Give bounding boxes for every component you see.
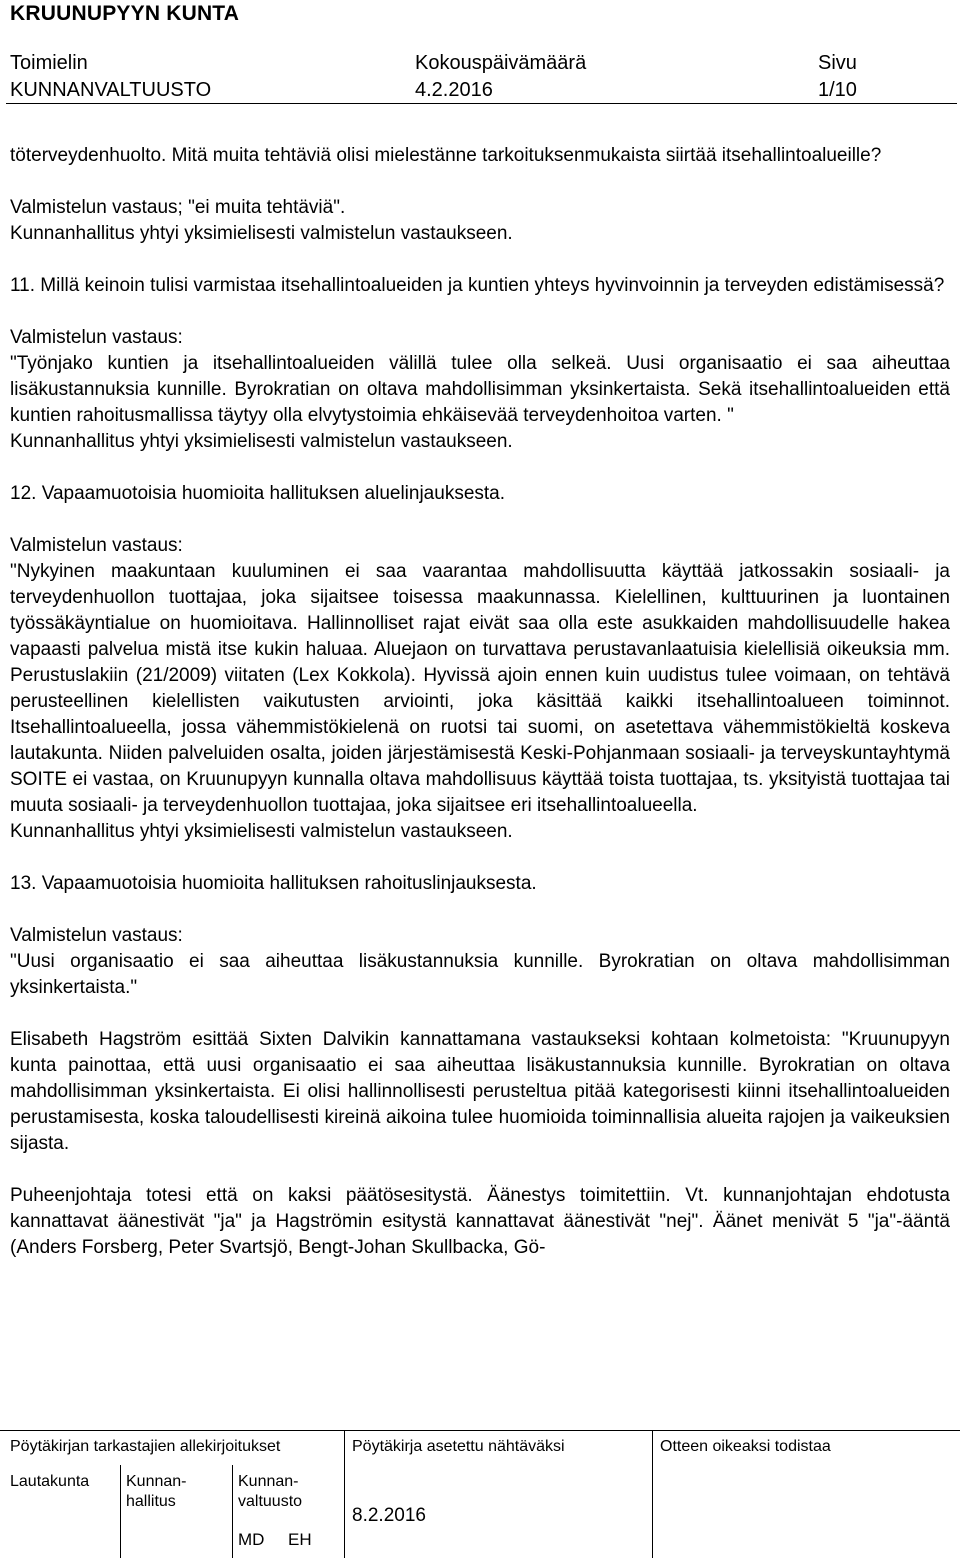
preparation-answer: Valmistelun vastaus; "ei muita tehtäviä". <box>10 197 346 218</box>
paragraph-previous-answer: töterveydenhuolto. Mitä muita tehtäviä olisi mielestänne tarkoituksenmukaista siirtää itsehallintoalueille? <box>10 145 882 166</box>
posted-date: 8.2.2016 <box>352 1505 426 1526</box>
page-number-block <box>818 50 857 104</box>
footer-column-divider <box>344 1430 345 1558</box>
kunnanvaltuusto-label: Kunnan- valtuusto <box>238 1473 303 1510</box>
signer-initials-1: MD <box>238 1530 265 1549</box>
meeting-date-value: 4.2.2016 <box>415 79 493 101</box>
board-decision: Kunnanhallitus yhtyi yksimielisesti valmistelun vastaukseen. <box>10 223 513 244</box>
page-label: Sivu <box>818 52 857 74</box>
organ-block <box>10 50 211 104</box>
organization-name: KRUUNUPYYN KUNTA <box>10 2 240 25</box>
signature-column-divider <box>232 1465 233 1558</box>
board-decision: Kunnanhallitus yhtyi yksimielisesti valmistelun vastaukseen. <box>10 431 513 452</box>
page-number: 1/10 <box>818 79 857 101</box>
preparation-answer-label: Valmistelun vastaus: <box>10 327 183 348</box>
question-12: 12. Vapaamuotoisia huomioita hallituksen aluelinjauksesta. <box>10 483 506 504</box>
preparation-answer-text: "Työnjako kuntien ja itsehallintoalueiden välillä tulee olla selkeä. Uusi organisaatio ei saa aiheuttaa lisäkustannuksia kunnille. Byrokratian on oltava mahdollisimman yksinkertaista. Sekä itsehallintoalueiden että kuntien rahoitusmallissa täytyy olla elvytystoimia ehkäisevää terveydenhoitoa varten. " <box>10 353 950 426</box>
signatures-label: Pöytäkirjan tarkastajien allekirjoitukset <box>10 1438 281 1455</box>
footer-column-divider <box>652 1430 653 1558</box>
kunnanhallitus-label: Kunnan- hallitus <box>126 1473 187 1510</box>
preparation-answer-text: "Nykyinen maakuntaan kuuluminen ei saa vaarantaa mahdollisuutta käyttää jatkossakin sosiaali- ja terveydenhuollon tuottajaa, joka sijaitsee toisessa maakunnassa. Kielellinen, kulttuurinen ja luontainen työssäkäyntialue on huomioitava. Hallinnolliset rajat eivät saa olla este asukkaiden mahdollisuudelle hakea vapaasti palvelua mistä itse kukin haluaa. Aluejaon on turvattava perustavanlaatuisia kielellisiä oikeuksia mm. Perustuslakiin (21/2009) viitaten (Lex Kokkola). Hyvissä ajoin ennen kuin uudistus tulee voimaan, on tehtävä perusteellinen kielellisten vaikutusten arviointi, joka käsittää kaikki itsehallintoalueen toiminnot. Itsehallintoalueella, jossa vähemmistökielenä on ruotsi tai suomi, on asetettava vähemmistökieltä koskeva lautakunta. Niiden palveluiden osalta, joiden järjestämisestä Keski-Pohjanmaan sosiaali- ja terveyskuntayhtymä SOITE ei vastaa, on Kruunupyyn kunnalla oltava mahdollisuus käyttää toista tuottajaa, ts. yksityistä tuottajaa tai muuta sosiaali- ja terveydenhuollon tuottajaa, joka sijaitsee eri itsehallintoalueella. <box>10 561 950 816</box>
preparation-answer-label: Valmistelun vastaus: <box>10 535 183 556</box>
preparation-answer-text: "Uusi organisaatio ei saa aiheuttaa lisäkustannuksia kunnille. Byrokratian on oltava mahdollisimman yksinkertaista." <box>10 951 950 998</box>
meeting-date-block <box>415 50 586 104</box>
board-decision: Kunnanhallitus yhtyi yksimielisesti valmistelun vastaukseen. <box>10 821 513 842</box>
vote-record: Puheenjohtaja totesi että on kaksi päätösesitystä. Äänestys toimitettiin. Vt. kunnanjohtajan ehdotusta kannattavat äänestivät "ja" ja Hagströmin esitystä kannattavat äänestivät "nej". Äänet menivät 5 "ja"-ääntä (Anders Forsberg, Peter Svartsjö, Bengt-Johan Skullbacka, Gö- <box>10 1185 950 1258</box>
minutes-body <box>10 143 950 1261</box>
posted-label: Pöytäkirja asetettu nähtäväksi <box>352 1438 565 1455</box>
preparation-answer-label: Valmistelun vastaus: <box>10 925 183 946</box>
counter-proposal: Elisabeth Hagström esittää Sixten Dalvikin kannattamana vastaukseksi kohtaan kolmetoista: "Kruunupyyn kunta painottaa, että uusi organisaatio ei saa aiheuttaa lisäkustannuksia kunnille. Byrokratian on oltava mahdollisimman yksinkertaista. Ei olisi hallinnollisesti perusteltua pitää kategorisesti kiinni itsehallintoalueiden perustamisesta, koska taloudellisesti kireinä aikoina tulee huomioida toiminnallisia alueita rajojen ja vaikeuksien sijasta. <box>10 1029 950 1154</box>
lautakunta-label: Lautakunta <box>10 1473 90 1490</box>
organ-value: KUNNANVALTUUSTO <box>10 79 212 101</box>
question-11: 11. Millä keinoin tulisi varmistaa itsehallintoalueiden ja kuntien yhteys hyvinvoinnin ja terveyden edistämisessä? <box>10 275 945 296</box>
signature-column-divider <box>120 1465 121 1558</box>
header-divider <box>6 103 957 104</box>
footer-divider <box>0 1430 960 1431</box>
question-13: 13. Vapaamuotoisia huomioita hallituksen rahoituslinjauksesta. <box>10 873 537 894</box>
meeting-date-label: Kokouspäivämäärä <box>415 52 587 74</box>
signer-initials-2: EH <box>288 1530 312 1549</box>
certified-extract-label: Otteen oikeaksi todistaa <box>660 1438 831 1455</box>
organ-label: Toimielin <box>10 52 88 74</box>
